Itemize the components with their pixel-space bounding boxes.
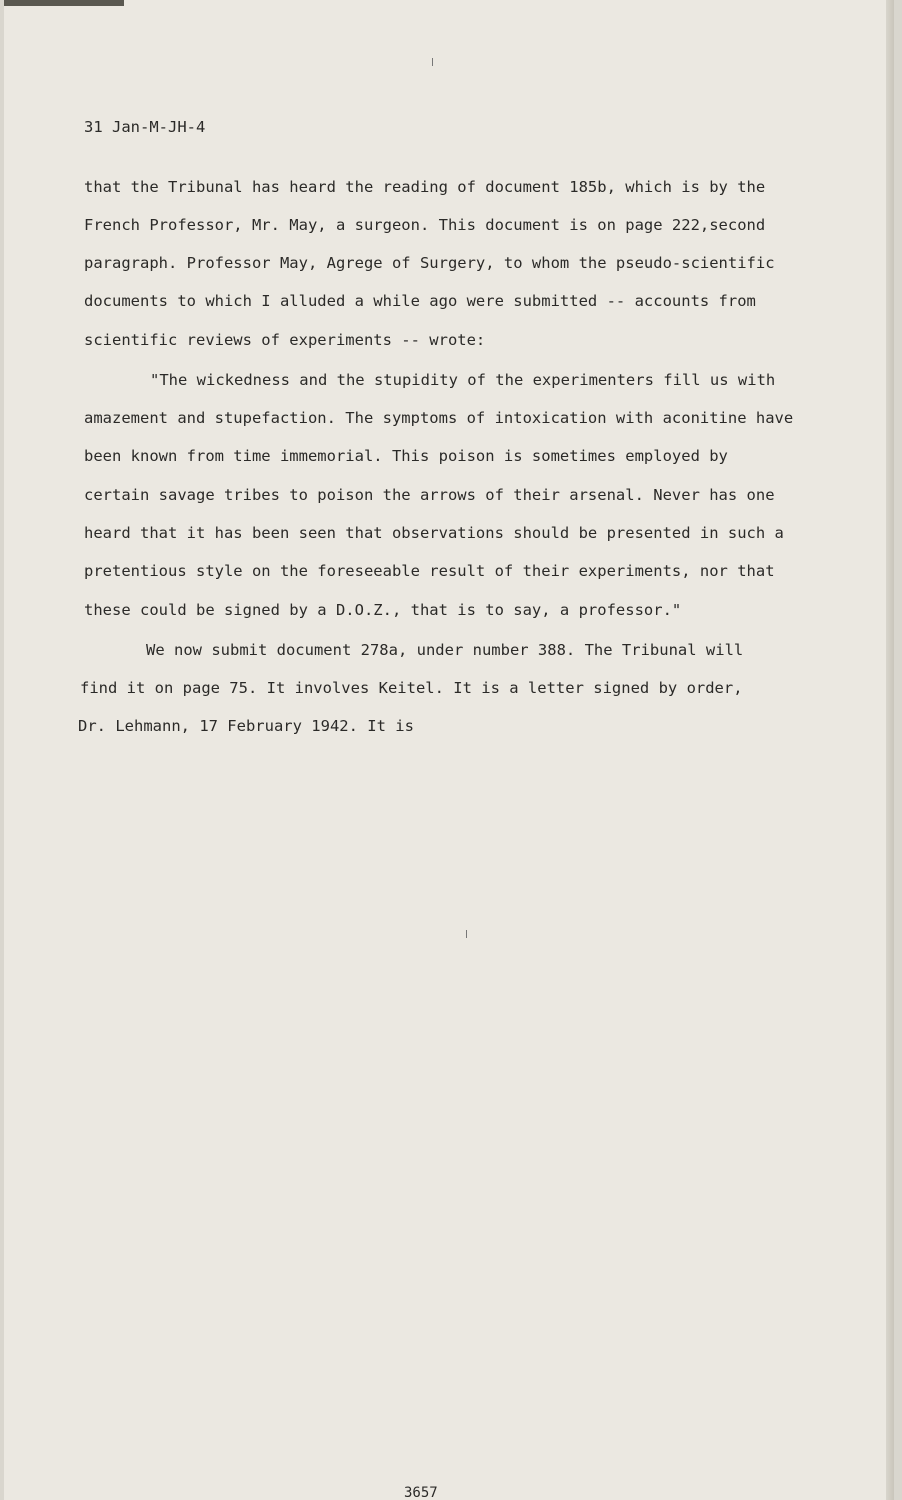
paragraph-line: French Professor, Mr. May, a surgeon. This document is on page 222,second: [84, 216, 766, 234]
paragraph-line: that the Tribunal has heard the reading of document 185b, which is by the: [84, 178, 766, 196]
document-page: [4, 0, 894, 1500]
paragraph-line: We now submit document 278a, under number 388. The Tribunal will: [146, 641, 744, 659]
quote-line: been known from time immemorial. This poison is sometimes employed by: [84, 447, 728, 465]
stray-mark: [466, 930, 467, 938]
paragraph-line: documents to which I alluded a while ago were submitted -- accounts from: [84, 292, 756, 310]
quote-line: pretentious style on the foreseeable result of their experiments, nor that: [84, 562, 775, 580]
stray-mark: [432, 58, 433, 66]
quote-line: amazement and stupefaction. The symptoms of intoxication with aconitine have: [84, 409, 794, 427]
paragraph-line: find it on page 75. It involves Keitel. It is a letter signed by order,: [80, 679, 743, 697]
paragraph-line: Dr. Lehmann, 17 February 1942. It is: [78, 717, 414, 735]
page-number: 3657: [404, 1485, 438, 1500]
scan-edge-shadow: [4, 0, 124, 6]
quote-line: these could be signed by a D.O.Z., that is to say, a professor.": [84, 601, 682, 619]
quote-line: "The wickedness and the stupidity of the experimenters fill us with: [150, 371, 776, 389]
paragraph-line: paragraph. Professor May, Agrege of Surgery, to whom the pseudo-scientific: [84, 254, 775, 272]
paragraph-line: scientific reviews of experiments -- wrote:: [84, 331, 486, 349]
quote-line: certain savage tribes to poison the arrows of their arsenal. Never has one: [84, 486, 775, 504]
page-right-edge: [886, 0, 894, 1500]
quote-line: heard that it has been seen that observations should be presented in such a: [84, 524, 784, 542]
document-reference: 31 Jan-M-JH-4: [84, 118, 206, 136]
